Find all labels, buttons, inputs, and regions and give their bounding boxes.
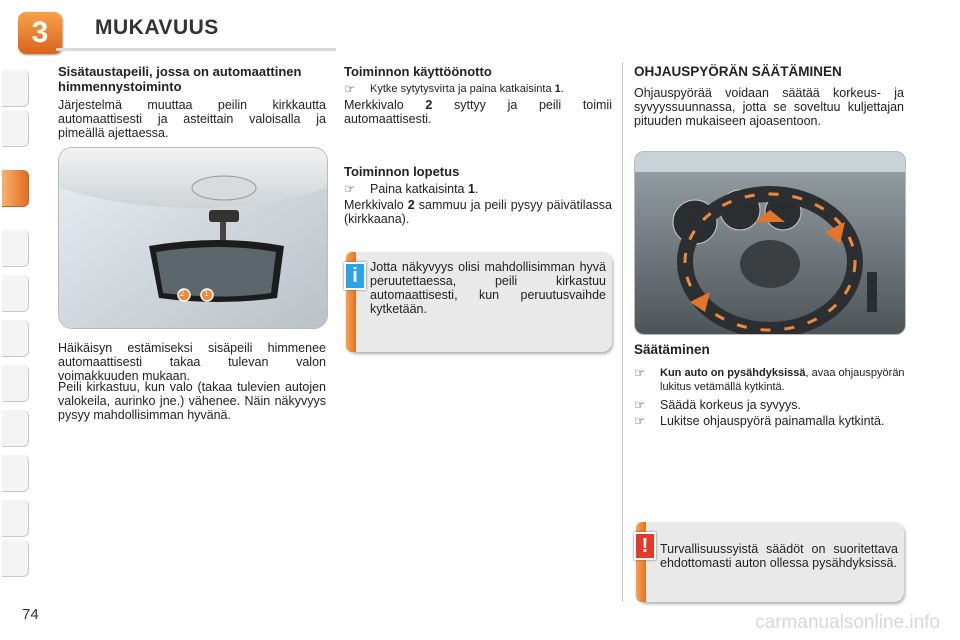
mirror-intro: Järjestelmä muuttaa peilin kirkkautta automaattisesti ja asteittain valoisalla ja pimeällä ajettaessa.: [58, 98, 326, 140]
chapter-tabs: [2, 70, 28, 580]
chapter-tab-2[interactable]: [2, 110, 29, 147]
chapter-tab-10[interactable]: [2, 500, 29, 537]
adjust-step-2: ☞ Säädä korkeus ja syvyys.: [634, 398, 802, 412]
watermark: carmanualsonline.info: [755, 612, 940, 633]
adjust-step-1: ☞ Kun auto on pysähdyksissä, avaa ohjauspyörän lukitus vetämällä kytkintä.: [634, 366, 905, 393]
header-divider: [56, 48, 336, 51]
mirror-heading: Sisätaustapeili, jossa on automaattinen himmennystoiminto: [58, 64, 302, 94]
chapter-tab-8[interactable]: [2, 410, 29, 447]
column-divider: [622, 62, 623, 602]
bullet-pointer-icon: ☞: [634, 398, 646, 412]
bullet-pointer-icon: ☞: [344, 82, 356, 96]
bullet-pointer-icon: ☞: [634, 414, 646, 428]
chapter-tab-4[interactable]: [2, 230, 29, 267]
deactivation-heading: Toiminnon lopetus: [344, 164, 460, 179]
chapter-badge: 3: [18, 12, 62, 54]
bullet-pointer-icon: ☞: [634, 366, 646, 380]
chapter-tab-6[interactable]: [2, 320, 29, 357]
chapter-tab-1[interactable]: [2, 70, 29, 107]
chapter-tab-5[interactable]: [2, 275, 29, 312]
steering-wheel-illustration: [634, 151, 906, 335]
page-number: 74: [22, 606, 39, 623]
warning-note: [636, 522, 904, 602]
mirror-para-1: Häikäisyn estämiseksi sisäpeili himmenee automaattisesti takaa tulevan valon voimakkuuden mukaan.: [58, 341, 326, 383]
chapter-tab-3-active[interactable]: [2, 170, 29, 207]
activation-heading: Toiminnon käyttöönotto: [344, 64, 492, 79]
chapter-tab-11[interactable]: [2, 540, 29, 577]
info-note: [346, 252, 612, 352]
switch-label: 1: [204, 289, 209, 298]
mirror-para-2: Peili kirkastuu, kun valo (takaa tulevien autojen valokeila, aurinko jne.) vähenee. Näin näkyvyys pysyy mahdollisimman hyvänä.: [58, 380, 326, 422]
activation-step: ☞ Kytke sytytysvirta ja paina katkaisinta 1.: [344, 82, 564, 96]
page-title: MUKAVUUS: [95, 16, 219, 39]
activation-result: Merkkivalo 2 syttyy ja peili toimii automaattisesti.: [344, 98, 612, 126]
info-icon: i: [344, 262, 366, 290]
steering-heading: OHJAUSPYÖRÄN SÄÄTÄMINEN: [634, 64, 842, 79]
indicator-label: 2: [180, 289, 185, 298]
deactivation-result: Merkkivalo 2 sammuu ja peili pysyy päivätilassa (kirkkaana).: [344, 198, 612, 226]
warning-icon: !: [634, 532, 656, 560]
bullet-pointer-icon: ☞: [344, 182, 356, 196]
adjustment-heading: Säätäminen: [634, 342, 710, 357]
chapter-tab-7[interactable]: [2, 365, 29, 402]
chapter-tab-9[interactable]: [2, 455, 29, 492]
mirror-illustration: [58, 147, 328, 329]
info-text: Jotta näkyvyys olisi mahdollisimman hyvä peruutettaessa, peili kirkastuu automaattisesti, kun peruutusvaihde kytketään.: [370, 260, 606, 316]
adjust-step-3: ☞ Lukitse ohjauspyörä painamalla kytkintä.: [634, 414, 885, 428]
deactivation-step: ☞ Paina katkaisinta 1.: [344, 182, 479, 196]
steering-intro: Ohjauspyörää voidaan säätää korkeus- ja syvyyssuunnassa, jotta se soveltuu kuljettajan pituuden mukaiseen ajoasentoon.: [634, 86, 904, 128]
warning-text: Turvallisuussyistä säädöt on suoritettava ehdottomasti auton ollessa pysähdyksissä.: [660, 542, 898, 570]
